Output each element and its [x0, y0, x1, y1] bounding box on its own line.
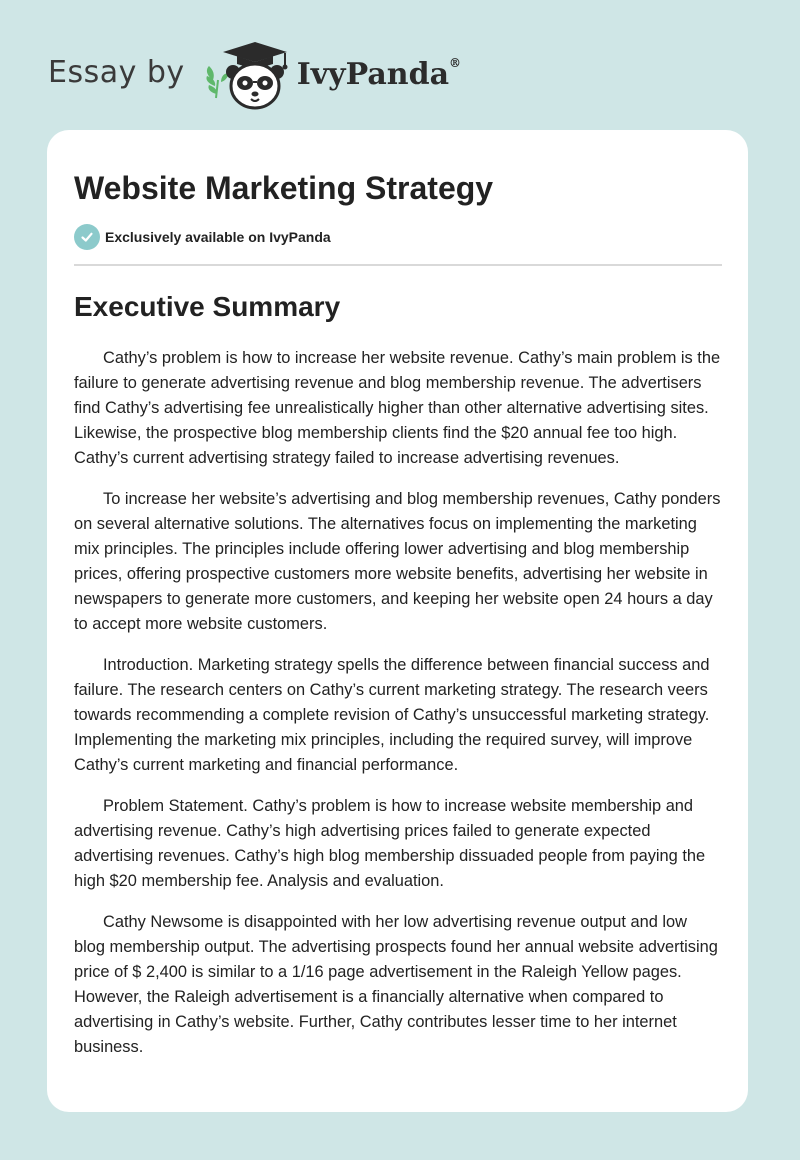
checkmark-icon	[74, 224, 100, 250]
paragraph: To increase her website’s advertising and blog membership revenues, Cathy ponders on several alternative solutions. The alternatives focus on implementing the marketing mix principles. The principles include offering lower advertising and blog membership prices, offering prospective customers more website benefits, advertising her website in newspapers to generate more customers, and keeping her website open 24 hours a day to accept more website customers.	[74, 490, 721, 633]
registered-mark: ®	[449, 55, 462, 70]
paragraph: Introduction. Marketing strategy spells the difference between financial success and failure. The research centers on Cathy’s current marketing strategy. The research veers towards recommending a complete revision of Cathy’s unsuccessful marketing strategy. Implementing the marketing mix principles, including the required survey, will improve Cathy’s current marketing and financial performance.	[74, 656, 710, 774]
section-heading: Executive Summary	[74, 291, 341, 322]
essay-by-label: Essay by	[48, 54, 185, 90]
paragraph: Problem Statement. Cathy’s problem is how to increase website membership and advertising revenue. Cathy’s high advertising prices failed to generate expected advertising revenues. Cathy’s high blog membership dissuaded people from paying the high $20 membership fee. Analysis and evaluation.	[74, 797, 706, 890]
paragraph: Cathy’s problem is how to increase her website revenue. Cathy’s main problem is the failure to generate advertising revenue and blog membership revenue. The advertisers find Cathy’s advertising fee unrealistically higher than other alternative advertising sites. Likewise, the prospective blog membership clients find the $20 annual fee too high. Cathy’s current advertising strategy failed to increase advertising revenues.	[74, 349, 721, 467]
divider	[74, 264, 722, 266]
panda-graduate-logo-icon[interactable]	[199, 36, 295, 116]
exclusive-badge-text: Exclusively available on IvyPanda	[105, 229, 331, 245]
essay-card	[47, 130, 748, 1112]
site-header	[48, 36, 461, 116]
paragraph: Cathy Newsome is disappointed with her low advertising revenue output and low blog membership output. The advertising prospects found her annual website advertising price of $ 2,400 is similar to a 1/16 page advertisement in the Raleigh Yellow pages. However, the Raleigh advertisement is a financially alternative when compared to advertising in Cathy’s website. Further, Cathy contributes lesser time to her internet business.	[74, 913, 718, 1056]
exclusive-badge	[74, 224, 722, 250]
brand-name	[297, 57, 461, 92]
brand-name-text: IvyPanda	[296, 56, 450, 92]
essay-body	[74, 346, 722, 1060]
page-title: Website Marketing Strategy	[74, 170, 494, 206]
